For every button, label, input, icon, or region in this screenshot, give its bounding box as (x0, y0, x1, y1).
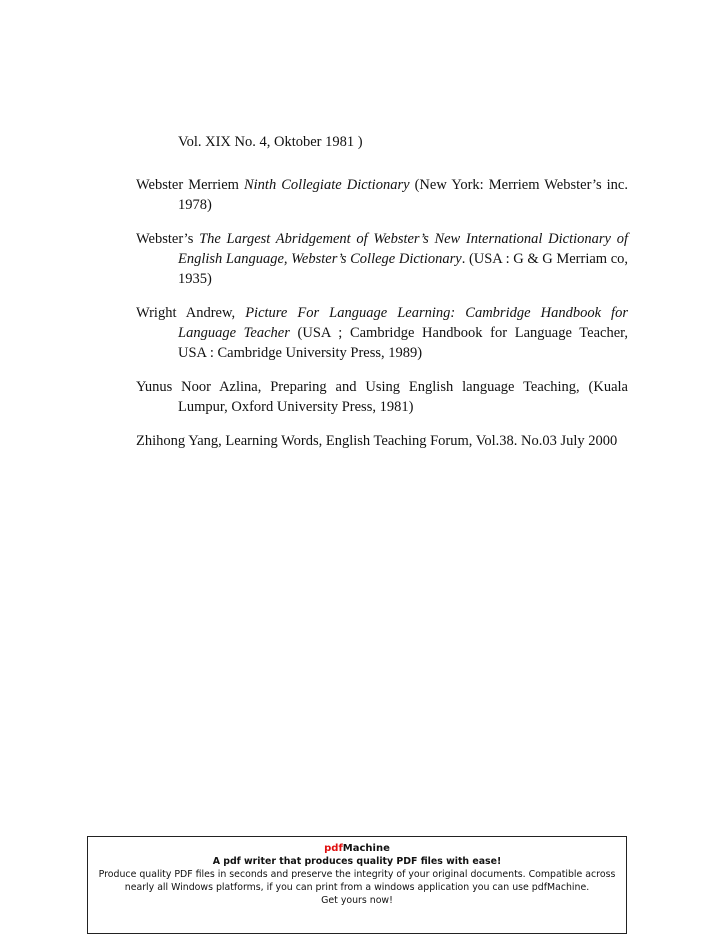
brand-machine-text: Machine (342, 843, 390, 854)
reference-text: Zhihong Yang, Learning Words, English Teaching Forum, Vol.38. No.03 July 2000 (136, 433, 618, 449)
footer-description: Produce quality PDF files in seconds and preserve the integrity of your original documents. Compatible across nearly all Windows platforms, if you can print from a windows application you can use pdfMachine. (98, 869, 616, 893)
reference-details: . (USA : G & G Merriam co, 1935) (178, 251, 629, 287)
bibliography-list (136, 175, 628, 465)
reference-entry (136, 431, 628, 451)
reference-author: Wright Andrew, (136, 305, 246, 321)
footer-tagline: A pdf writer that produces quality PDF files with ease! (212, 856, 502, 867)
reference-title: Picture For Language Learning: Cambridge Handbook for Language Teacher (178, 305, 628, 341)
brand-pdf-text: pdf (324, 843, 343, 854)
reference-author: Webster Merriem (136, 177, 244, 193)
reference-entry (136, 229, 628, 289)
pdfmachine-brand[interactable] (88, 842, 626, 855)
get-yours-now-link[interactable]: Get yours now! (321, 895, 393, 906)
reference-text: Yunus Noor Azlina, Preparing and Using English language Teaching, (Kuala Lumpur, Oxford University Press, 1981) (136, 379, 628, 415)
reference-title: Ninth Collegiate Dictionary (243, 177, 410, 193)
reference-entry (136, 377, 628, 417)
pdfmachine-footer (87, 836, 627, 934)
reference-details: (New York: Merriem Webster’s inc. 1978) (178, 177, 628, 213)
reference-continuation: Vol. XIX No. 4, Oktober 1981 ) (178, 134, 363, 150)
reference-title: The Largest Abridgement of Webster’s New International Dictionary of English Language, Webster’s College Dictionary (178, 231, 628, 267)
reference-author: Webster’s (136, 231, 200, 247)
reference-details: (USA ; Cambridge Handbook for Language Teacher, USA : Cambridge University Press, 1989) (178, 325, 628, 361)
reference-entry (136, 175, 628, 215)
reference-entry (136, 303, 628, 363)
